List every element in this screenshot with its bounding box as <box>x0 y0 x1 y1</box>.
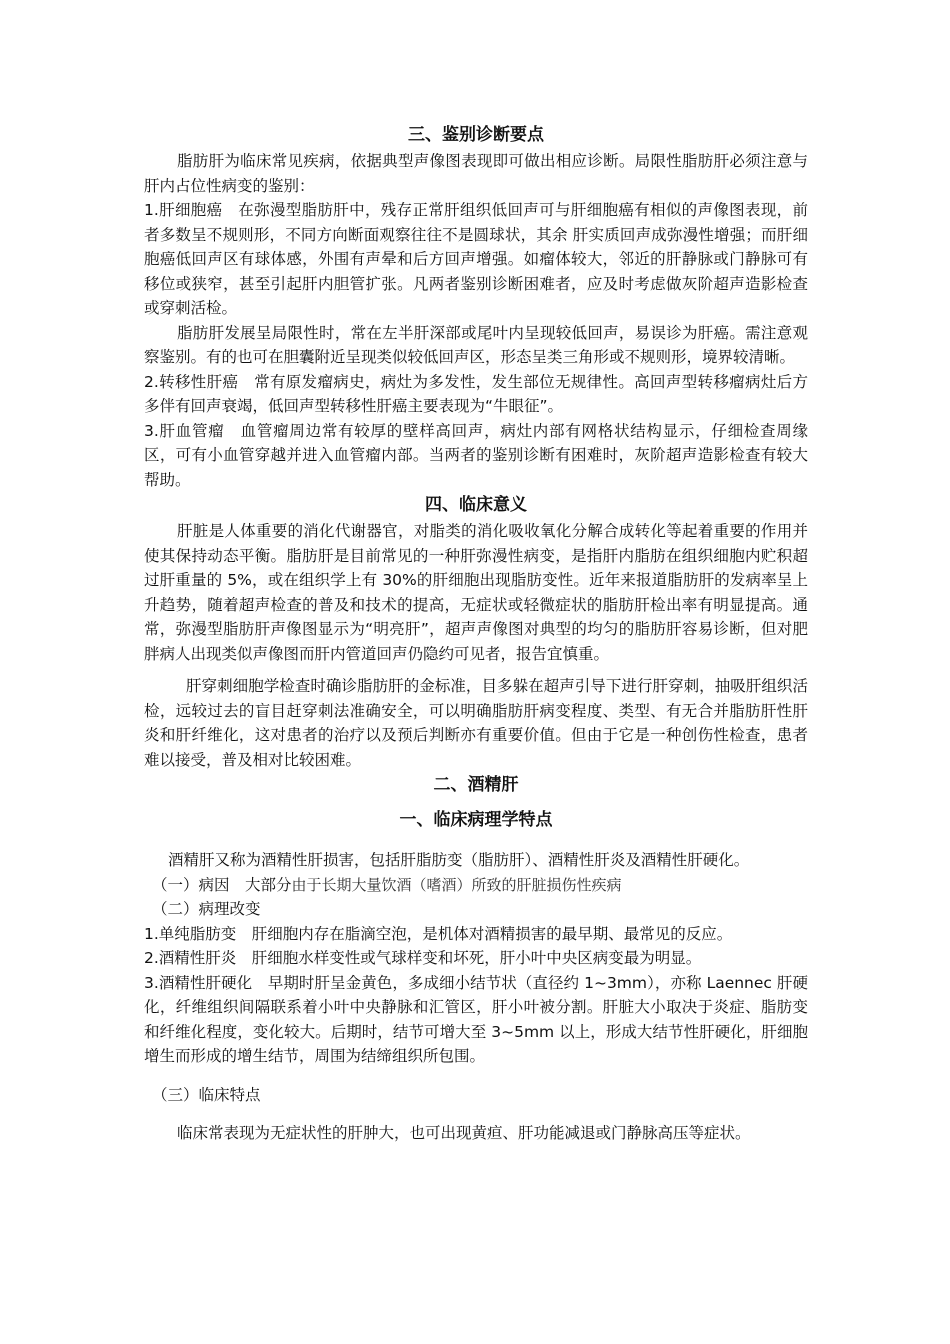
spacer <box>144 666 808 674</box>
spacer <box>144 1069 808 1083</box>
paragraph-alcohol-intro: 酒精肝又称为酒精性肝损害，包括肝脂肪变（脂肪肝）、酒精性肝炎及酒精性肝硬化。 <box>168 851 750 869</box>
list-item-alcoholic-hepatitis: 2.酒精性肝炎 肝细胞水样变性或气球样变和坏死，肝小叶中央区病变最为明显。 <box>144 949 702 967</box>
list-item-metastatic: 2.转移性肝癌 常有原发瘤病史，病灶为多发性，发生部位无规律性。高回声型转移瘤病灶后方多伴有回声衰竭，低回声型转移性肝癌主要表现为“牛眼征”。 <box>144 372 808 415</box>
paragraph-clinical-features: 临床常表现为无症状性的肝肿大，也可出现黄疸、肝功能减退或门静脉高压等症状。 <box>177 1124 751 1142</box>
heading-clinical-features: （三）临床特点 <box>152 1085 261 1104</box>
cause-text: 由于长期大量饮酒（嗜酒）所致的肝脏损伤性疾病 <box>291 875 622 894</box>
list-item-simple-steatosis: 1.单纯脂肪变 肝细胞内存在脂滴空泡，是机体对酒精损害的最早期、最常见的反应。 <box>144 924 733 943</box>
paragraph-focal-fatty-liver: 脂肪肝发展呈局限性时，常在左半肝深部或尾叶内呈现较低回声，易误诊为肝癌。需注意观察鉴别。有的也可在胆囊附近呈现类似较低回声区，形态呈类三角形或不规则形，境界较清晰。 <box>144 323 808 366</box>
paragraph-cause <box>144 873 808 898</box>
spacer <box>144 1107 808 1121</box>
paragraph-significance-2: 肝穿刺细胞学检查时确诊脂肪肝的金标准，目多躲在超声引导下进行肝穿刺，抽吸肝组织活检，远较过去的盲目赶穿刺法准确安全，可以明确脂肪肝病变程度、类型、有无合并脂肪肝性肝炎和肝纤维化，这对患者的治疗以及预后判断亦有重要价值。但由于它是一种创伤性检查，患者难以接受，普及相对比较困难。 <box>144 677 808 769</box>
list-item-hemangioma: 3.肝血管瘤 血管瘤周边常有较厚的壁样高回声，病灶内部有网格状结构显示，仔细检查周缘区，可有小血管穿越并进入血管瘤内部。当两者的鉴别诊断有困难时，灰阶超声造影检查有较大帮助。 <box>144 421 808 489</box>
section-heading-differential-diagnosis: 三、鉴别诊断要点 <box>408 125 544 145</box>
paragraph-significance-1: 肝脏是人体重要的消化代谢器官，对脂类的消化吸收氧化分解合成转化等起着重要的作用并使其保持动态平衡。脂肪肝是目前常见的一种肝弥漫性病变，是指肝内脂肪在组织细胞内贮积超过肝重量的 5%，或在组织学上有 30%的肝细胞出现脂肪变性。近年来报道脂肪肝的发病率呈上升趋势，随着超声检查的普及和技术的提高，无症状或轻微症状的脂肪肝检出率有明显提高。通常，弥漫型脂肪肝声像图显示为“明亮肝”，超声声像图对典型的均匀的脂肪肝容易诊断，但对肥胖病人出现类似声像图而肝内管道回声仍隐约可见者，报告宜慎重。 <box>144 522 808 663</box>
spacer <box>144 834 808 848</box>
list-item-hcc: 1.肝细胞癌 在弥漫型脂肪肝中，残存正常肝组织低回声可与肝细胞癌有相似的声像图表现，前者多数呈不规则形，不同方向断面观察往往不是圆球状，其余 肝实质回声成弥漫性增强；而肝细胞癌低回声区有球体感，外围有声晕和后方回声增强。如瘤体较大，邻近的肝静脉或门静脉可有移位或狭窄，甚至引起肝内胆管扩张。凡两者鉴别诊断困难者，应及时考虑做灰阶超声造影检查或穿刺活检。 <box>144 201 808 317</box>
section-heading-alcoholic-liver: 二、酒精肝 <box>433 775 519 795</box>
list-item-alcoholic-cirrhosis: 3.酒精性肝硬化 早期时肝呈金黄色，多成细小结节状（直径约 1~3mm），亦称 Laennec 肝硬化，纤维组织间隔联系着小叶中央静脉和汇管区，肝小叶被分割。肝脏大小取决于炎症、脂肪变和纤维化程度，变化较大。后期时，结节可增大至 3~5mm 以上，形成大结节性肝硬化，肝细胞增生而形成的增生结节，周围为结缔组织所包围。 <box>144 973 808 1065</box>
spacer <box>144 799 808 807</box>
subsection-heading-pathology: 一、临床病理学特点 <box>399 810 553 830</box>
section-heading-clinical-significance: 四、临床意义 <box>425 495 527 515</box>
paragraph-intro: 脂肪肝为临床常见疾病，依据典型声像图表现即可做出相应诊断。局限性脂肪肝必须注意与肝内占位性病变的鉴别： <box>144 152 808 195</box>
heading-pathological-changes: （二）病理改变 <box>152 900 261 918</box>
document-body <box>144 122 808 1146</box>
cause-label: （一）病因 大部分 <box>152 875 292 894</box>
